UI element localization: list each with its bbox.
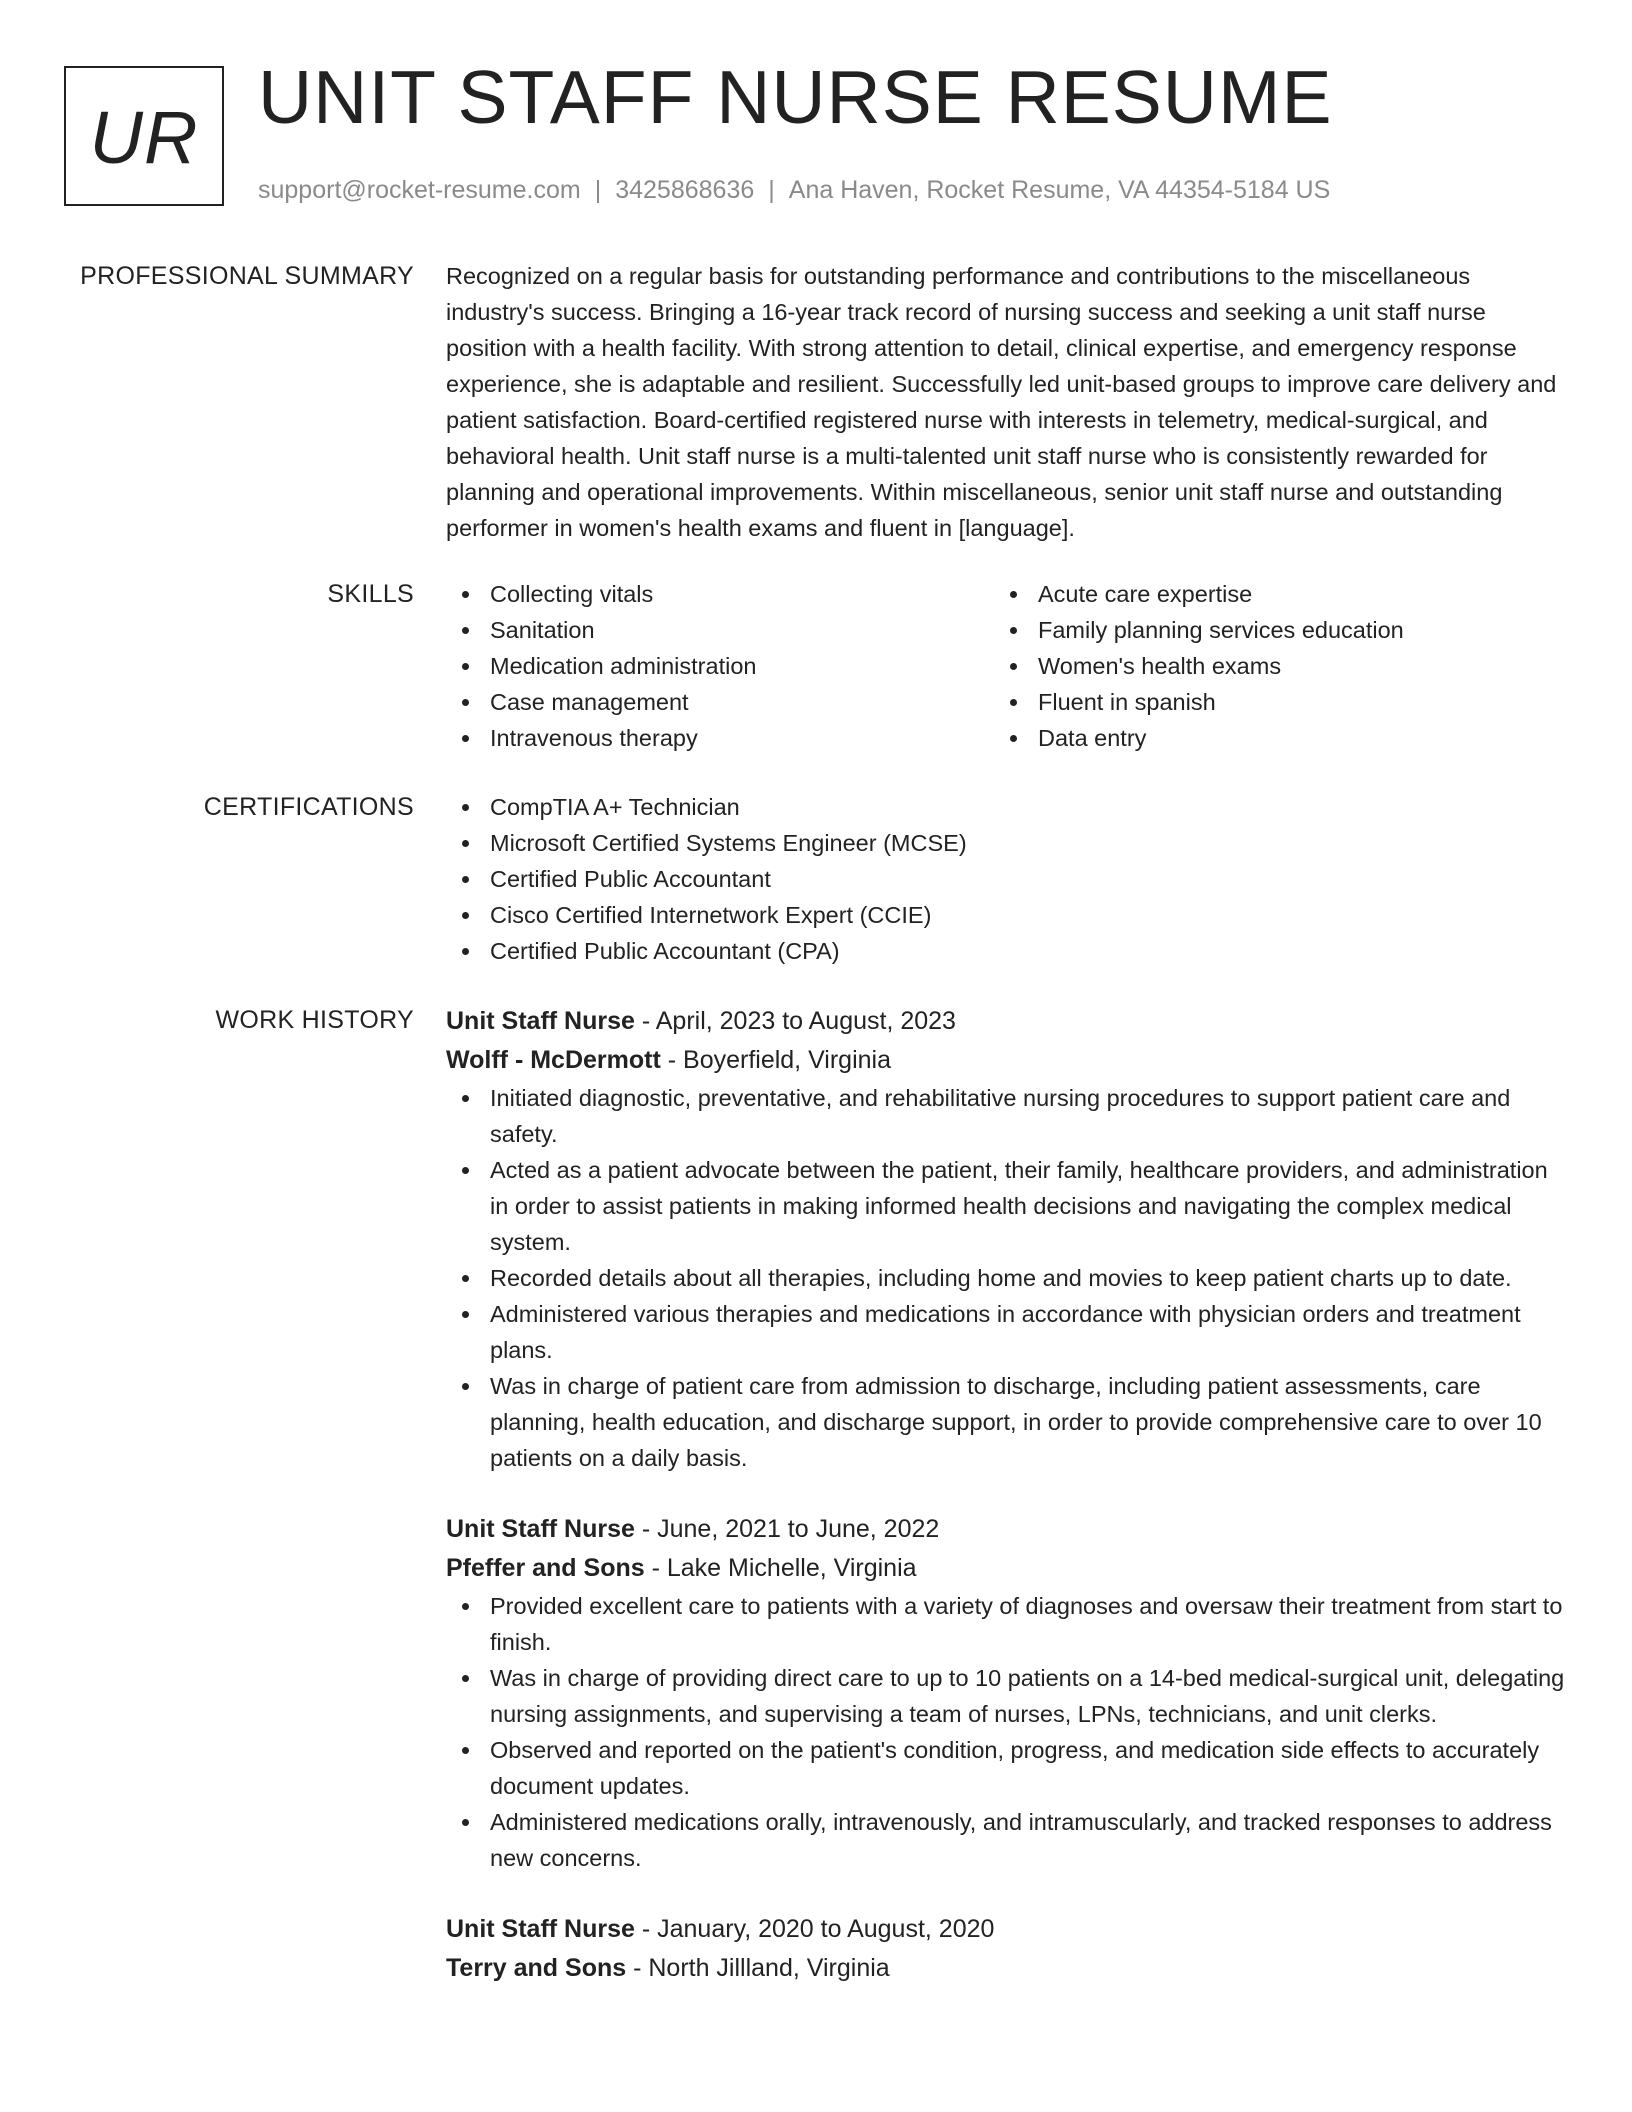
skill-item: Case management [446, 684, 994, 720]
skill-item: Medication administration [446, 648, 994, 684]
certification-item: Certified Public Accountant [446, 861, 1566, 897]
job-duty-item: Administered various therapies and medications in accordance with physician orders and treatment plans. [446, 1296, 1566, 1368]
skill-item: Data entry [994, 720, 1542, 756]
job-company: Pfeffer and Sons [446, 1554, 645, 1582]
job-duty-item: Was in charge of providing direct care to up to 10 patients on a 14-bed medical-surgical unit, delegating nursing assignments, and supervising a team of nurses, LPNs, technicians, and unit clerks. [446, 1660, 1566, 1732]
job-entry [446, 1002, 1566, 1476]
certifications-body [446, 789, 1566, 969]
section-label-certifications: CERTIFICATIONS [203, 793, 414, 821]
skills-grid [446, 576, 1566, 756]
work-history-body [446, 1002, 1566, 2022]
contact-address: Ana Haven, Rocket Resume, VA 44354-5184 US [788, 176, 1331, 204]
job-location: - North Jillland, Virginia [626, 1954, 890, 1982]
skill-item: Fluent in spanish [994, 684, 1542, 720]
monogram-initials: UR [89, 95, 199, 179]
contact-phone[interactable]: 3425868636 [615, 176, 755, 204]
job-title: Unit Staff Nurse [446, 1915, 635, 1943]
job-duty-item: Recorded details about all therapies, including home and movies to keep patient charts up to date. [446, 1260, 1566, 1296]
job-duty-item: Was in charge of patient care from admission to discharge, including patient assessments, care planning, health education, and discharge support, in order to provide comprehensive care to over 10 patients on a daily basis. [446, 1368, 1566, 1476]
section-label-skills: SKILLS [327, 580, 414, 608]
job-duty-item: Administered medications orally, intravenously, and intramuscularly, and tracked responses to address new concerns. [446, 1804, 1566, 1876]
job-title-line [446, 1510, 1566, 1549]
contact-line [258, 175, 1330, 205]
job-title: Unit Staff Nurse [446, 1007, 635, 1035]
job-company-line [446, 1041, 1566, 1080]
skill-item: Women's health exams [994, 648, 1542, 684]
resume-title: UNIT STAFF NURSE RESUME [258, 55, 1333, 139]
certifications-list [446, 789, 1566, 969]
section-label-summary: PROFESSIONAL SUMMARY [80, 262, 414, 290]
job-company-line [446, 1949, 1566, 1988]
job-location: - Boyerfield, Virginia [660, 1046, 891, 1074]
job-duties-list [446, 1588, 1566, 1876]
job-duty-item: Provided excellent care to patients with a variety of diagnoses and oversaw their treatment from start to finish. [446, 1588, 1566, 1660]
contact-email[interactable]: support@rocket-resume.com [258, 176, 581, 204]
section-label-work-history: WORK HISTORY [215, 1006, 414, 1034]
job-entry [446, 1510, 1566, 1876]
job-company: Wolff - McDermott [446, 1046, 661, 1074]
skill-item: Family planning services education [994, 612, 1542, 648]
job-duties-list [446, 1080, 1566, 1476]
job-title-line [446, 1002, 1566, 1041]
certification-item: Certified Public Accountant (CPA) [446, 933, 1566, 969]
certification-item: Microsoft Certified Systems Engineer (MCSE) [446, 825, 1566, 861]
job-dates: - April, 2023 to August, 2023 [634, 1007, 956, 1035]
job-company-line [446, 1549, 1566, 1588]
skill-item: Intravenous therapy [446, 720, 994, 756]
job-title: Unit Staff Nurse [446, 1515, 635, 1543]
skill-item: Collecting vitals [446, 576, 994, 612]
job-location: - Lake Michelle, Virginia [644, 1554, 917, 1582]
job-duty-item: Initiated diagnostic, preventative, and rehabilitative nursing procedures to support patient care and safety. [446, 1080, 1566, 1152]
certification-item: CompTIA A+ Technician [446, 789, 1566, 825]
job-company: Terry and Sons [446, 1954, 627, 1982]
summary-body [446, 258, 1566, 546]
job-entry [446, 1910, 1566, 1988]
job-title-line [446, 1910, 1566, 1949]
skills-list-right [994, 576, 1542, 756]
job-dates: - June, 2021 to June, 2022 [634, 1515, 940, 1543]
skill-item: Acute care expertise [994, 576, 1542, 612]
job-duty-item: Observed and reported on the patient's condition, progress, and medication side effects to accurately document updates. [446, 1732, 1566, 1804]
skills-list-left [446, 576, 994, 756]
skill-item: Sanitation [446, 612, 994, 648]
summary-text: Recognized on a regular basis for outstanding performance and contributions to the miscellaneous industry's success. Bringing a 16-year track record of nursing success and seeking a unit staff nurse position with a health facility. With strong attention to detail, clinical expertise, and emergency response experience, she is adaptable and resilient. Successfully led unit-based groups to improve care delivery and patient satisfaction. Board-certified registered nurse with interests in telemetry, medical-surgical, and behavioral health. Unit staff nurse is a multi-talented unit staff nurse who is consistently rewarded for planning and operational improvements. Within miscellaneous, senior unit staff nurse and outstanding performer in women's health exams and fluent in [language]. [446, 263, 1557, 541]
contact-separator: | [594, 176, 602, 204]
monogram-box [64, 66, 224, 206]
certification-item: Cisco Certified Internetwork Expert (CCIE) [446, 897, 1566, 933]
job-dates: - January, 2020 to August, 2020 [634, 1915, 995, 1943]
contact-separator: | [768, 176, 775, 204]
job-duty-item: Acted as a patient advocate between the patient, their family, healthcare providers, and administration in order to assist patients in making informed health decisions and navigating the complex medical system. [446, 1152, 1566, 1260]
